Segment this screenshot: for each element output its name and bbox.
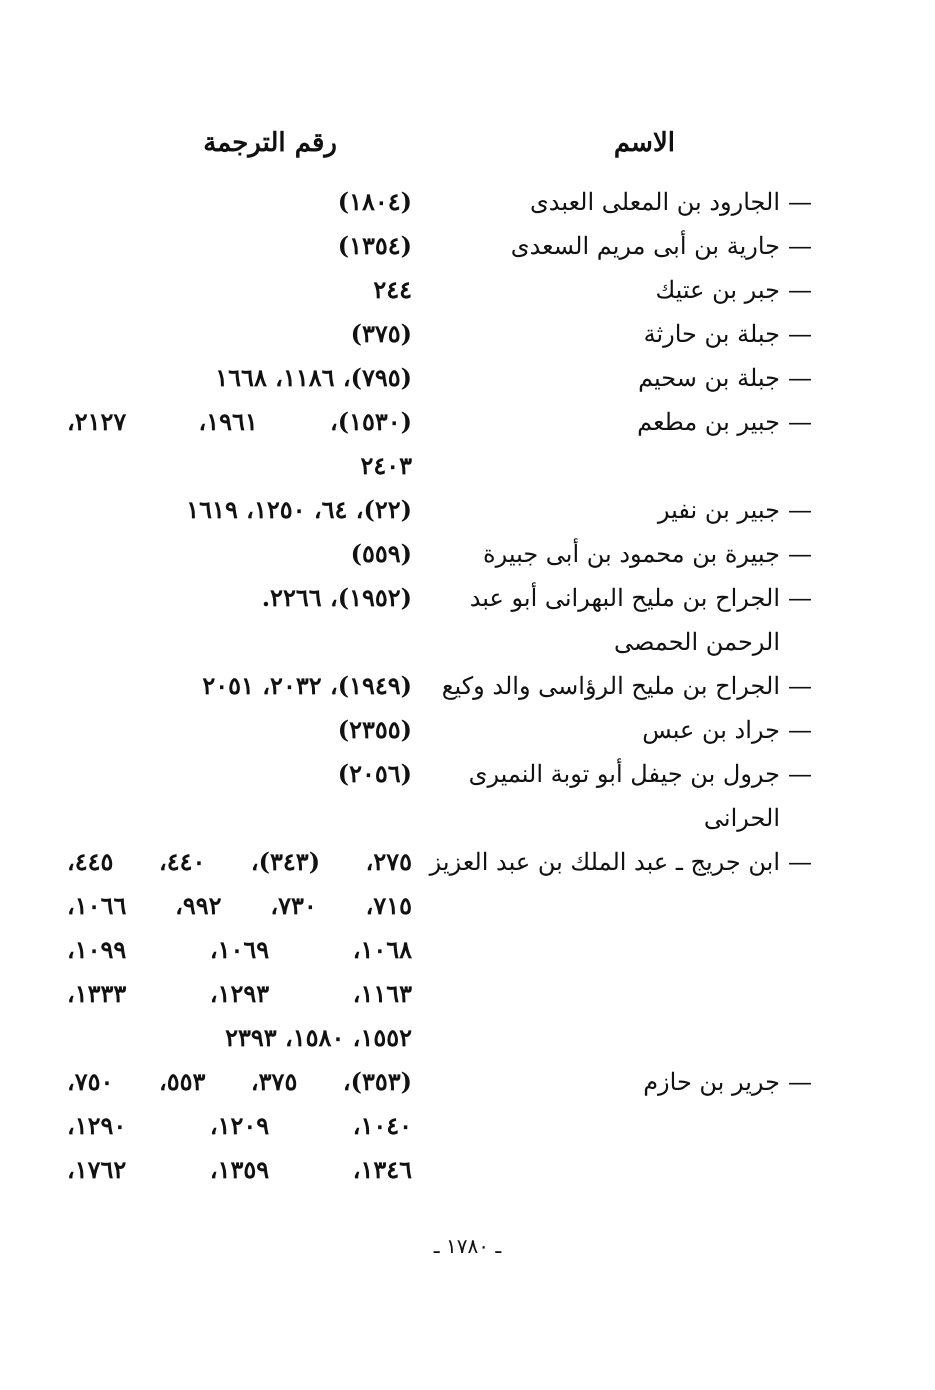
entry-number: ١٢٩٠، [67, 1111, 127, 1140]
entry-number: (١٩٤٩)، ٢٠٣٢، ٢٠٥١ [202, 671, 412, 700]
index-entry [0, 488, 935, 532]
index-entry [0, 840, 935, 1060]
entry-name-cell [420, 840, 820, 884]
entry-number: (١٥٣٠)، [329, 407, 412, 436]
index-entry [0, 708, 935, 752]
entry-number-line [67, 708, 412, 752]
index-entry [0, 356, 935, 400]
entry-number: (٥٥٩) [350, 539, 412, 568]
entry-number: ٥٥٣، [158, 1067, 206, 1096]
entry-number: (١٨٠٤) [337, 187, 412, 216]
entry-number: ٣٧٥، [250, 1067, 298, 1096]
name-column-header: الاسم [613, 128, 675, 158]
entry-numbers-cell [67, 400, 412, 488]
entry-numbers-cell [67, 180, 412, 224]
entry-name-cell [420, 268, 820, 312]
index-entry [0, 752, 935, 840]
entry-number: ٩٩٢، [175, 891, 222, 920]
entry-number: (٢٠٥٦) [337, 759, 412, 788]
entry-numbers-cell [67, 268, 412, 312]
entry-name: الجراح بن مليح البهرانى أبو عبد الرحمن الحمصى [469, 584, 780, 656]
entry-numbers-cell [67, 532, 412, 576]
entry-number: ٤٤٠، [158, 847, 206, 876]
entry-name-cell [420, 180, 820, 224]
entry-dash: — [788, 584, 812, 612]
entry-number: ١٣٥٩، [209, 1155, 270, 1184]
entry-number-line [67, 1060, 412, 1104]
entry-number: ٢٤٤ [373, 275, 412, 304]
entry-numbers-cell [67, 708, 412, 752]
entry-number-line [67, 664, 412, 708]
entry-number-line [67, 1016, 412, 1060]
entry-number: (٧٩٥)، ١١٨٦، ١٦٦٨ [215, 363, 412, 392]
entry-name: جرول بن جيفل أبو توبة النميرى الحرانى [468, 760, 780, 832]
entry-number: (٢٣٥٥) [337, 715, 412, 744]
entry-numbers-cell [67, 488, 412, 532]
entry-numbers-cell [67, 356, 412, 400]
entry-name-cell [420, 400, 820, 444]
entry-numbers-cell [67, 312, 412, 356]
entry-number: ٢٧٥، [365, 847, 412, 876]
entry-number: ١٠٦٦، [67, 891, 127, 920]
entry-number-line [67, 224, 412, 268]
entry-numbers-cell [67, 840, 412, 1060]
entry-name: جبير بن نفير [657, 496, 780, 524]
entry-name-cell [420, 1060, 820, 1104]
entry-number: ١١٦٣، [352, 979, 412, 1008]
entry-number: (٣٤٣)، [250, 847, 321, 876]
entry-number: ٧٥٠، [67, 1067, 114, 1096]
entry-number: ١٠٩٩، [67, 935, 127, 964]
entry-number-line [67, 884, 412, 928]
entry-number: ٤٤٥، [67, 847, 114, 876]
entry-dash: — [788, 232, 812, 260]
entry-dash: — [788, 848, 812, 876]
entry-number-line [67, 400, 412, 444]
entry-numbers-cell [67, 576, 412, 620]
index-entry [0, 576, 935, 664]
entry-name: جبر بن عتيك [655, 276, 780, 304]
index-entry [0, 1060, 935, 1192]
entry-name-cell [420, 312, 820, 356]
entry-number-line [67, 576, 412, 620]
entry-dash: — [788, 276, 812, 304]
index-entries [0, 180, 935, 1192]
entry-number-line [67, 840, 412, 884]
entry-number-line [67, 972, 412, 1016]
entry-name: ابن جريج ـ عبد الملك بن عبد العزيز [429, 848, 780, 876]
index-entry [0, 268, 935, 312]
entry-number: ١٠٦٩، [209, 935, 270, 964]
entry-dash: — [788, 716, 812, 744]
entry-name-cell [420, 532, 820, 576]
entry-number: ١٩٦١، [198, 407, 258, 436]
entry-number: (٢٢)، ٦٤، ١٢٥٠، ١٦١٩ [186, 495, 412, 524]
entry-dash: — [788, 540, 812, 568]
number-column-header: رقم الترجمة [203, 128, 337, 158]
entry-name: جبلة بن حارثة [643, 320, 780, 348]
index-entry [0, 224, 935, 268]
entry-name-cell [420, 224, 820, 268]
index-entry [0, 312, 935, 356]
index-entry [0, 532, 935, 576]
entry-number: (٣٧٥) [350, 319, 412, 348]
entry-number-line [67, 356, 412, 400]
entry-number: ١٠٦٨، [352, 935, 412, 964]
entry-number-line [67, 312, 412, 356]
entry-number-line [67, 1104, 412, 1148]
entry-dash: — [788, 320, 812, 348]
entry-number: (١٩٥٢)، ٢٢٦٦. [261, 583, 412, 612]
entry-numbers-cell [67, 224, 412, 268]
entry-number: ١٥٥٢، ١٥٨٠، ٢٣٩٣ [225, 1023, 412, 1052]
entry-number: ١٣٣٣، [67, 979, 127, 1008]
entry-dash: — [788, 188, 812, 216]
index-entry [0, 664, 935, 708]
entry-numbers-cell [67, 1060, 412, 1192]
entry-dash: — [788, 760, 812, 788]
index-entry [0, 400, 935, 488]
entry-dash: — [788, 1068, 812, 1096]
entry-number: ١٧٦٢، [67, 1155, 127, 1184]
entry-dash: — [788, 496, 812, 524]
entry-name-cell [420, 708, 820, 752]
entry-number: ٧١٥، [365, 891, 412, 920]
entry-number: ١٠٤٠، [352, 1111, 412, 1140]
entry-name-cell [420, 752, 820, 840]
entry-number-line [67, 180, 412, 224]
entry-name: جبيرة بن محمود بن أبى جبيرة [483, 540, 780, 568]
entry-number-line [67, 488, 412, 532]
entry-name: جرير بن حازم [643, 1068, 780, 1096]
entry-number-line [67, 752, 412, 796]
entry-dash: — [788, 408, 812, 436]
entry-numbers-cell [67, 664, 412, 708]
entry-name: الجراح بن مليح الرؤاسى والد وكيع [441, 672, 780, 700]
entry-number-line [67, 444, 412, 488]
entry-number: ١٢٩٣، [209, 979, 270, 1008]
entry-number-line [67, 1148, 412, 1192]
entry-number: ١٢٠٩، [209, 1111, 270, 1140]
entry-name: الجارود بن المعلى العبدى [529, 188, 780, 216]
entry-name: جبير بن مطعم [637, 408, 780, 436]
entry-dash: — [788, 672, 812, 700]
entry-number-line [67, 532, 412, 576]
entry-number: (١٣٥٤) [337, 231, 412, 260]
entry-number: ١٣٤٦، [352, 1155, 412, 1184]
entry-numbers-cell [67, 752, 412, 796]
entry-number: ٧٣٠، [270, 891, 317, 920]
entry-number-line [67, 928, 412, 972]
entry-number: (٣٥٣)، [342, 1067, 412, 1096]
entry-dash: — [788, 364, 812, 392]
index-entry [0, 180, 935, 224]
entry-name-cell [420, 356, 820, 400]
entry-name-cell [420, 488, 820, 532]
entry-number: ٢١٢٧، [67, 407, 127, 436]
entry-name-cell [420, 576, 820, 664]
entry-number: ٢٤٠٣ [360, 451, 412, 480]
entry-name-cell [420, 664, 820, 708]
page-number: ـ ١٧٨٠ ـ [433, 1234, 502, 1258]
entry-name: جبلة بن سحيم [638, 364, 780, 392]
entry-name: جراد بن عبس [642, 716, 780, 744]
entry-name: جارية بن أبى مريم السعدى [510, 232, 780, 260]
entry-number-line [67, 268, 412, 312]
